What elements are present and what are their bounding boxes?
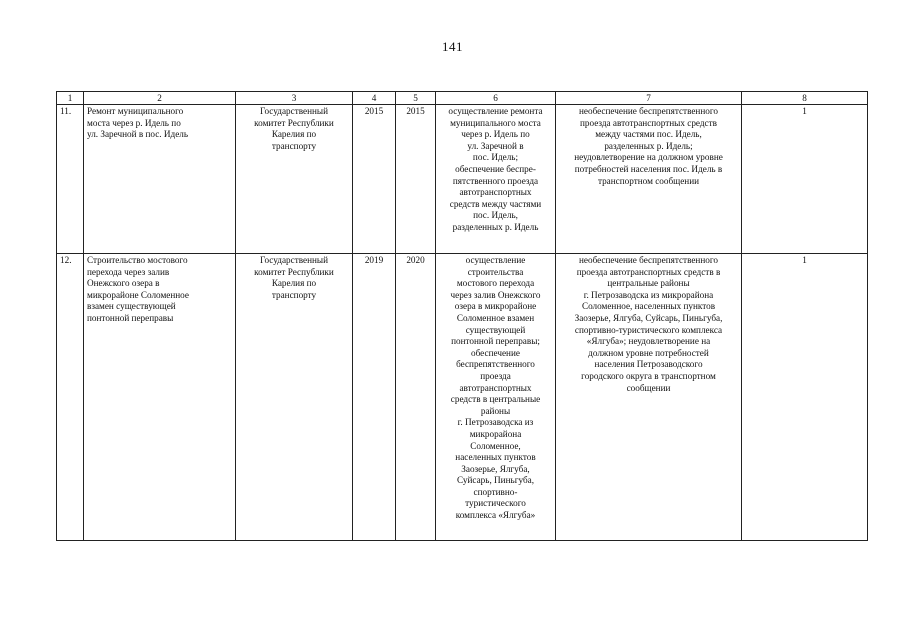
table-row (57, 105, 868, 254)
row-number-cell: 11. (57, 105, 84, 254)
measure-content-cell: осуществление строительства мостового перехода через залив Онежского озера в микрорайоне Соломенное взамен существующей понтонной переправы; обеспечение беспрепятственного проезда автотранспортных средств в центральные районы г. Петрозаводска из микрорайона Соломенное, населенных пунктов Заозерье, Ялгуба, Суйсарь, Пиньгуба, спортивно- туристического комплекса «Ялгуба» (436, 254, 556, 541)
indicator-link-cell: 1 (742, 105, 868, 254)
column-header: 5 (396, 92, 436, 105)
measure-name-cell: Строительство мостового перехода через залив Онежского озера в микрорайоне Соломенное взамен существующей понтонной переправы (84, 254, 236, 541)
column-header: 2 (84, 92, 236, 105)
column-header: 8 (742, 92, 868, 105)
column-header: 4 (353, 92, 396, 105)
table-header-row (57, 92, 868, 105)
end-year-cell: 2015 (396, 105, 436, 254)
consequences-cell: необеспечение беспрепятственного проезда автотранспортных средств между частями пос. Идель, разделенных р. Идель; неудовлетворение на должном уровне потребностей населения пос. Идель в транспортном сообщении (556, 105, 742, 254)
consequences-cell: необеспечение беспрепятственного проезда автотранспортных средств в центральные районы г. Петрозаводска из микрорайона Соломенное, населенных пунктов Заозерье, Ялгуба, Суйсарь, Пиньгуба, спортивно-туристического комплекса «Ялгуба»; неудовлетворение на должном уровне потребностей населения Петрозаводского городского округа в транспортном сообщении (556, 254, 742, 541)
measure-name-cell: Ремонт муниципального моста через р. Идель по ул. Заречной в пос. Идель (84, 105, 236, 254)
column-header: 1 (57, 92, 84, 105)
page-number: 141 (442, 39, 463, 54)
end-year-cell: 2020 (396, 254, 436, 541)
executor-cell: Государственный комитет Республики Карелия по транспорту (236, 254, 353, 541)
executor-cell: Государственный комитет Республики Карелия по транспорту (236, 105, 353, 254)
row-number-cell: 12. (57, 254, 84, 541)
column-header: 7 (556, 92, 742, 105)
measures-table (56, 91, 868, 541)
column-header: 6 (436, 92, 556, 105)
measure-content-cell: осуществление ремонта муниципального моста через р. Идель по ул. Заречной в пос. Идель; обеспечение беспре- пятственного проезда автотранспортных средств между частями пос. Идель, разделенных р. Идель (436, 105, 556, 254)
column-header: 3 (236, 92, 353, 105)
indicator-link-cell: 1 (742, 254, 868, 541)
table-row (57, 254, 868, 541)
start-year-cell: 2019 (353, 254, 396, 541)
start-year-cell: 2015 (353, 105, 396, 254)
